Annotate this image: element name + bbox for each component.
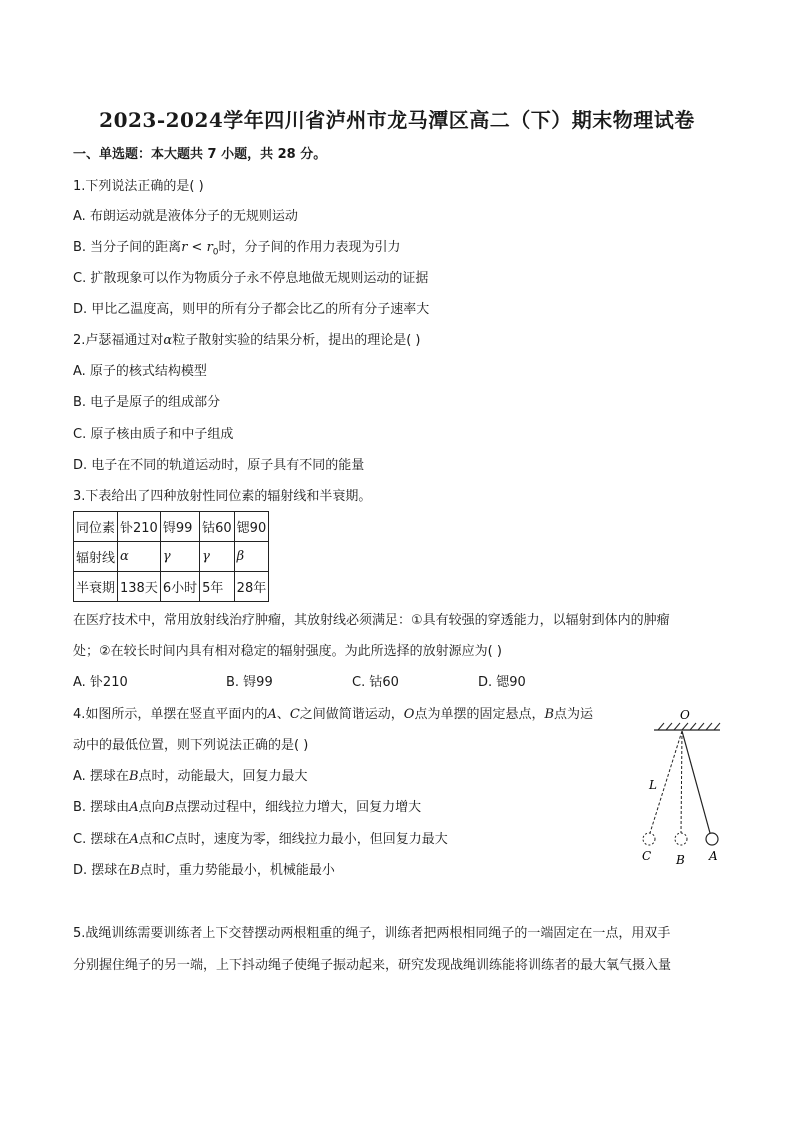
q2-option-a: A. 原子的核式结构模型 <box>73 364 207 379</box>
q4-text: D. 摆球在 <box>73 863 131 878</box>
isotope-table <box>73 511 269 602</box>
q4-var-b: B <box>164 800 175 815</box>
q1-option-b-tail: 时，分子间的作用力表现为引力 <box>218 240 401 255</box>
table-cell: α <box>118 542 161 572</box>
q5-line1: 5.战绳训练需要训练者上下交替摆动两根粗重的绳子，训练者把两根相同绳子的一端固定在一点，用双手 <box>73 926 671 941</box>
table-cell: 半衰期 <box>74 572 118 602</box>
q4-text: 点和 <box>138 832 165 847</box>
q1-sub-0: 0 <box>212 247 219 258</box>
q5-line2: 分别握住绳子的另一端，上下抖动绳子使绳子振动起来，研究发现战绳训练能将训练者的最大氧气摄入量 <box>73 958 672 973</box>
q4-var-b: B <box>130 863 140 878</box>
q3-option-a: A. 钋210 <box>73 675 128 690</box>
exam-title: 2023-2024学年四川省泸州市龙马潭区高二（下）期末物理试卷 <box>99 108 695 132</box>
q4-text: C. 摆球在 <box>73 832 130 847</box>
string-a <box>682 731 710 833</box>
q4-option-d <box>73 862 335 880</box>
q4-text: 4.如图所示，单摆在竖直平面内的 <box>73 707 268 722</box>
ceiling-hatching <box>658 723 720 730</box>
q4-var-c: C <box>289 707 300 722</box>
table-cell: 5年 <box>200 572 235 602</box>
q2-stem-tail: 粒子散射实验的结果分析，提出的理论是( ) <box>172 333 421 348</box>
table-cell: 锝99 <box>160 512 199 542</box>
table-cell: 辐射线 <box>74 542 118 572</box>
label-b: B <box>676 853 685 867</box>
q4-text: 点时，速度为零，细线拉力最小，但回复力最大 <box>174 832 448 847</box>
table-row <box>74 512 269 542</box>
q3-body-line1: 在医疗技术中，常用放射线治疗肿瘤，其放射线必须满足：①具有较强的穿透能力，以辐射到体内的肿瘤 <box>73 613 670 628</box>
q4-text: B. 摆球由 <box>73 800 130 815</box>
table-cell: 锶90 <box>234 512 269 542</box>
table-cell: β <box>234 542 269 572</box>
q1-less-than: < <box>187 240 207 255</box>
q4-stem-line2: 动中的最低位置，则下列说法正确的是( ) <box>73 738 309 753</box>
table-cell: 6小时 <box>160 572 199 602</box>
q1-option-c: C. 扩散现象可以作为物质分子永不停息地做无规则运动的证据 <box>73 271 429 286</box>
label-c: C <box>642 849 652 863</box>
q4-var-a: A <box>129 832 139 847</box>
ball-c <box>643 833 655 845</box>
label-o: O <box>680 708 690 722</box>
q4-var-c: C <box>164 832 175 847</box>
q1-var-r: r <box>181 240 188 255</box>
table-cell: γ <box>200 542 235 572</box>
label-a: A <box>709 849 718 863</box>
q3-option-b: B. 锝99 <box>226 675 273 690</box>
q4-text: 点为单摆的固定悬点， <box>414 707 545 722</box>
q4-text: 之间做简谐运动， <box>299 707 404 722</box>
label-l: L <box>649 778 657 792</box>
table-row <box>74 542 269 572</box>
q1-option-d: D. 甲比乙温度高，则甲的所有分子都会比乙的所有分子速率大 <box>73 302 430 317</box>
q4-text: 点摆动过程中，细线拉力增大，回复力增大 <box>174 800 422 815</box>
q4-text: 点时，动能最大，回复力最大 <box>138 769 308 784</box>
q2-stem-text: 2.卢瑟福通过对 <box>73 333 164 348</box>
q4-text: 点时，重力势能最小，机械能最小 <box>139 863 335 878</box>
table-cell: γ <box>160 542 199 572</box>
q4-option-c <box>73 831 448 849</box>
q3-body-line2: 处；②在较长时间内具有相对稳定的辐射强度。为此所选择的放射源应为( ) <box>73 644 502 659</box>
q3-stem: 3.下表给出了四种放射性同位素的辐射线和半衰期。 <box>73 489 372 504</box>
q4-text: 、 <box>276 707 290 722</box>
ball-b <box>675 833 687 845</box>
q4-text: 点向 <box>138 800 165 815</box>
q2-alpha: α <box>163 333 173 348</box>
q4-option-a <box>73 768 308 786</box>
table-cell: 同位素 <box>74 512 118 542</box>
q1-var-r0: r <box>206 240 213 255</box>
q4-var-b: B <box>544 707 555 722</box>
q4-var-o: O <box>403 707 415 722</box>
q1-stem: 1.下列说法正确的是( ) <box>73 179 204 194</box>
section-heading: 一、单选题：本大题共 7 小题，共 28 分。 <box>73 147 327 162</box>
table-row <box>74 572 269 602</box>
q2-stem <box>73 332 420 350</box>
q4-text: 点为运 <box>554 707 594 722</box>
table-cell: 138天 <box>118 572 161 602</box>
q4-var-a: A <box>129 800 139 815</box>
q1-option-a: A. 布朗运动就是液体分子的无规则运动 <box>73 209 298 224</box>
q2-option-d: D. 电子在不同的轨道运动时，原子具有不同的能量 <box>73 458 365 473</box>
q4-option-b <box>73 799 421 817</box>
q1-option-b <box>73 239 401 262</box>
q2-option-c: C. 原子核由质子和中子组成 <box>73 427 234 442</box>
q3-option-c: C. 钴60 <box>352 675 399 690</box>
q4-stem-line1 <box>73 706 593 724</box>
q4-text: A. 摆球在 <box>73 769 129 784</box>
q4-var-a: A <box>267 707 277 722</box>
table-cell: 钋210 <box>118 512 161 542</box>
ball-a <box>706 833 718 845</box>
table-cell: 28年 <box>234 572 269 602</box>
q1-option-b-text: B. 当分子间的距离 <box>73 240 182 255</box>
q3-option-d: D. 锶90 <box>478 675 526 690</box>
q2-option-b: B. 电子是原子的组成部分 <box>73 395 221 410</box>
table-cell: 钴60 <box>200 512 235 542</box>
q4-var-b: B <box>128 769 139 784</box>
pendulum-figure <box>636 704 726 874</box>
string-b <box>681 731 682 833</box>
